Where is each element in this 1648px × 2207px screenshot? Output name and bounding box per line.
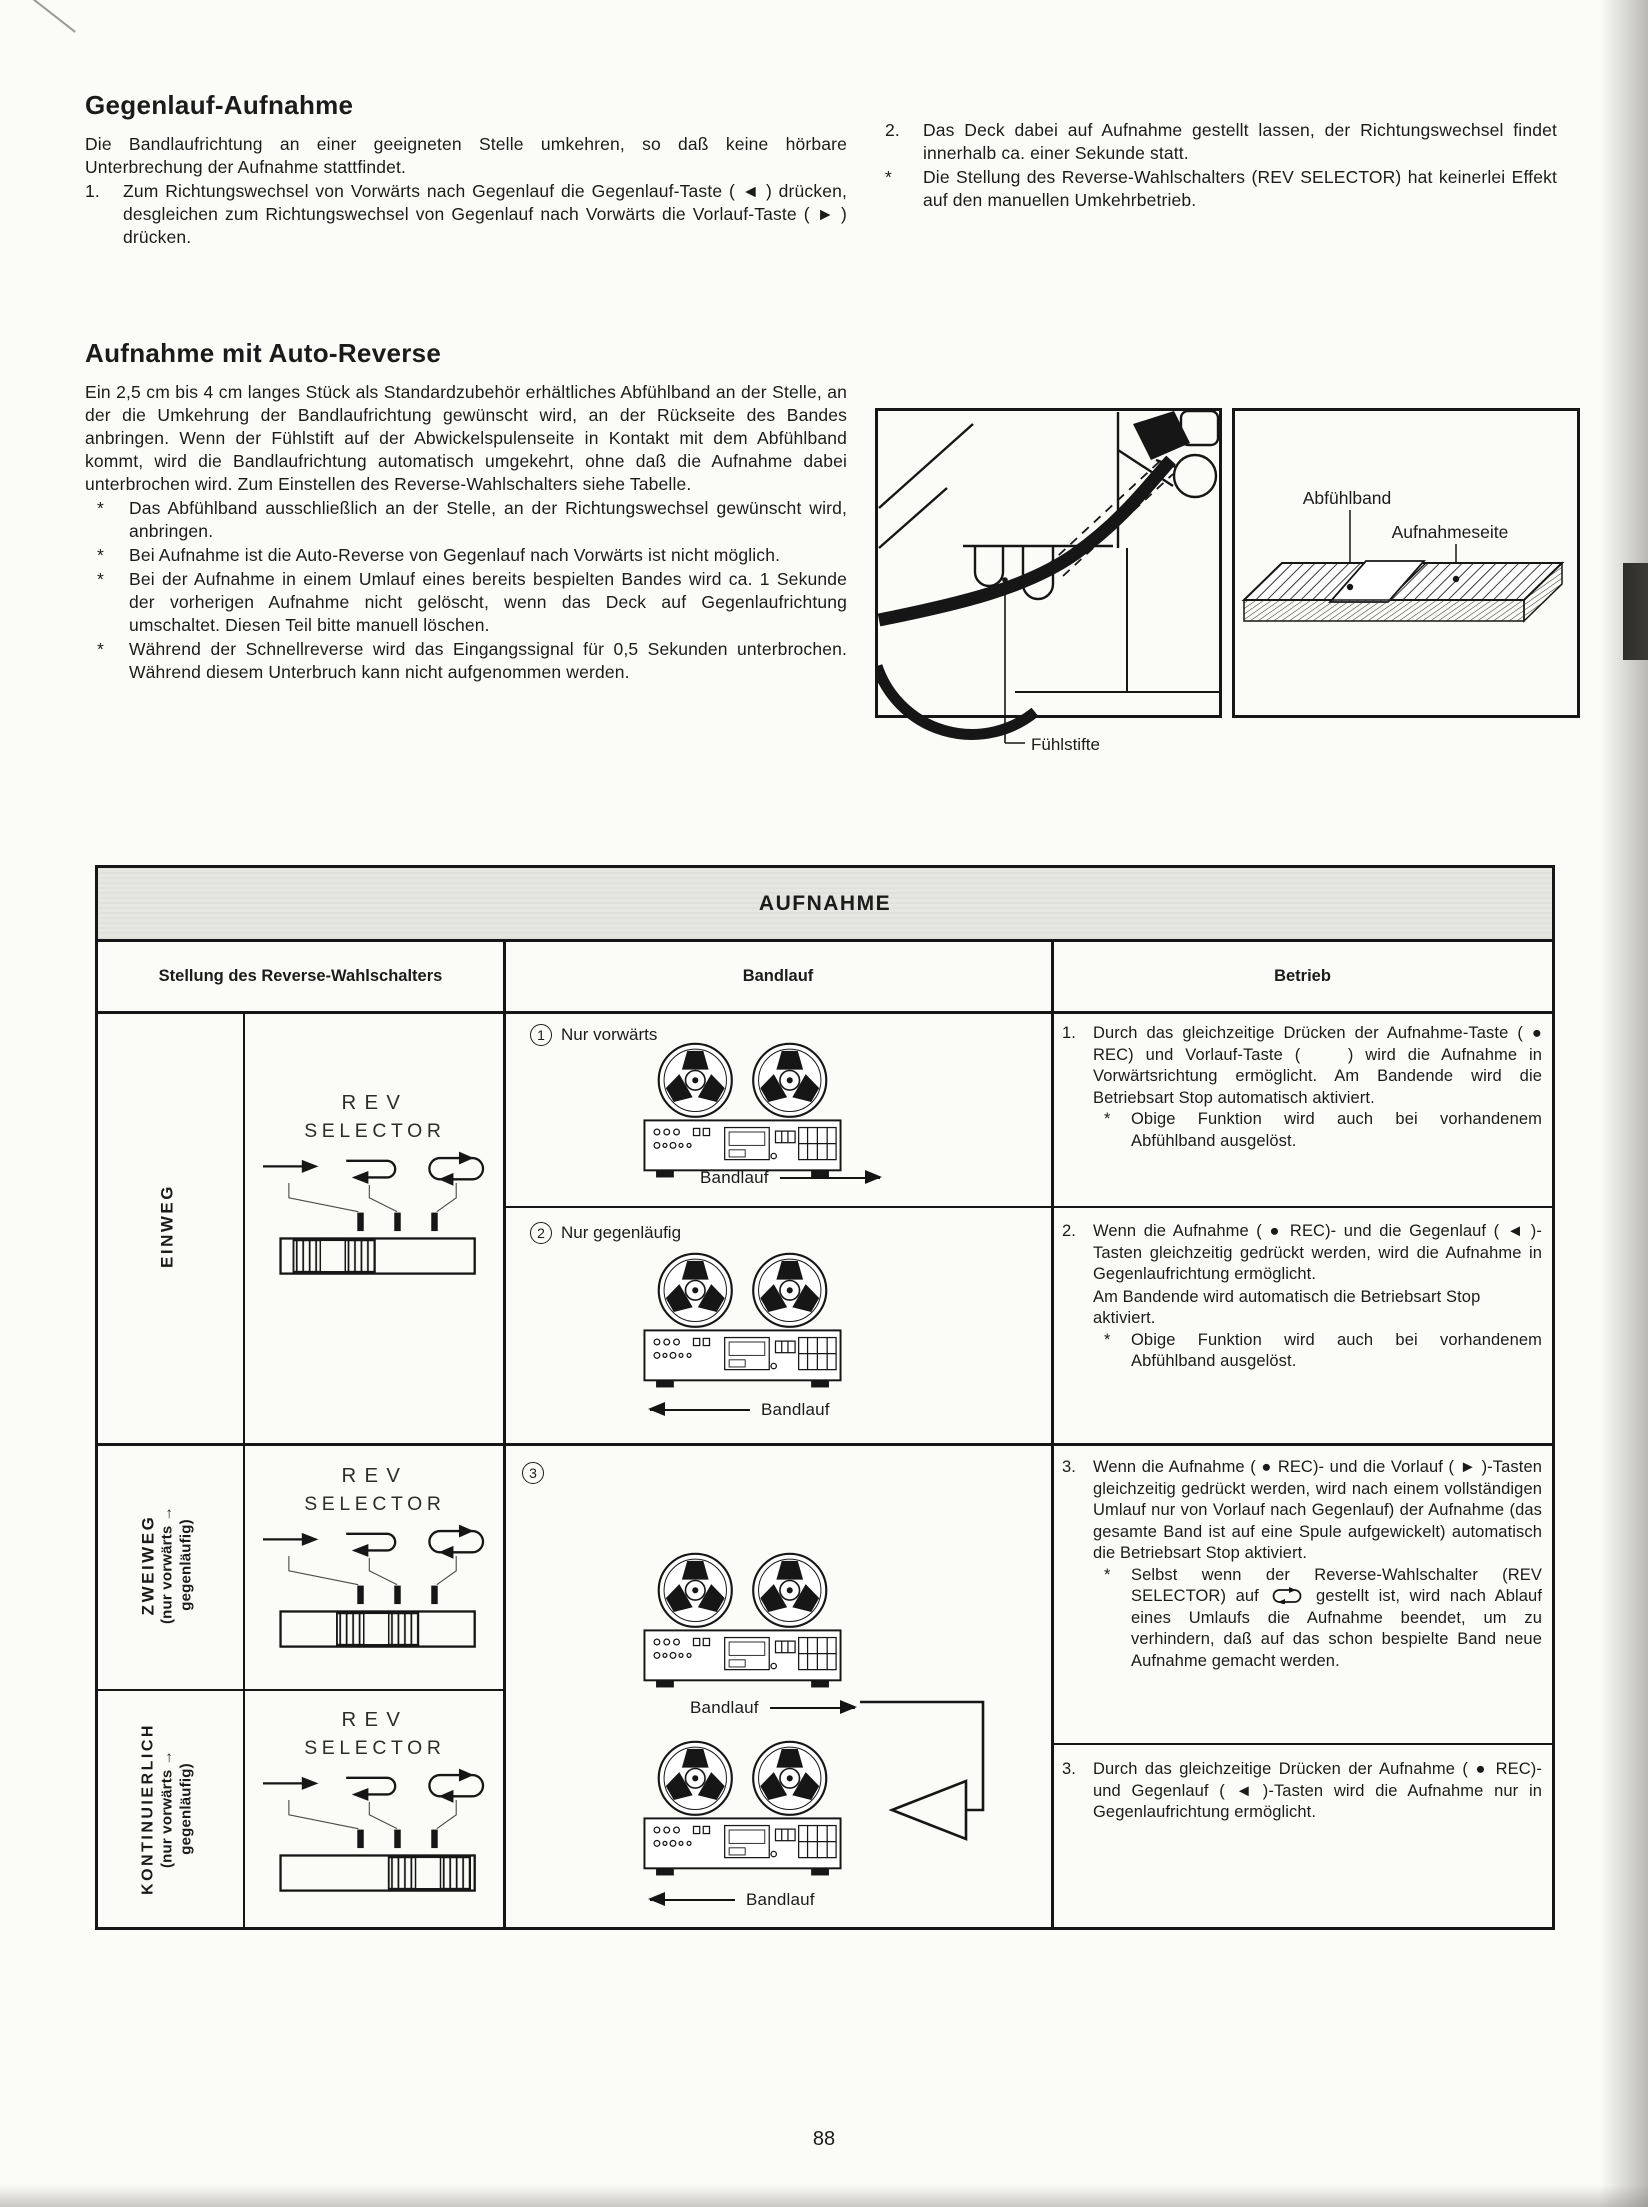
note-text: Obige Funktion wird auch bei vorhandenem Abfühlband ausgelöst. <box>1131 1330 1542 1370</box>
item-text: Wenn die Aufnahme ( ● REC)- und die Vorlauf ( ► )-Tasten gleichzeitig gedrückt werden, wird nach einem vollständigen Umlauf nur von Vorlauf nach Gegenlauf) der Aufnahme (das gesamte Band ist auf eine Spule aufgewickelt) automatisch die Betriebsart Stop aktiviert. <box>1093 1458 1542 1562</box>
note-marker: * <box>885 167 892 187</box>
note-text: Die Stellung des Reverse-Wahlschalters (REV SELECTOR) hat keinerlei Effekt auf den manuellen Umkehrbetrieb. <box>923 167 1557 210</box>
left-arrow-icon <box>650 1409 750 1411</box>
col-header-bandlauf: Bandlauf <box>742 966 814 985</box>
item-number: 1. <box>1062 1024 1076 1042</box>
list-item-number: 1. <box>85 181 100 201</box>
list-item-text: Das Deck dabei auf Aufnahme gestellt lassen, der Richtungswechsel findet innerhalb ca. einer Sekunde statt. <box>923 120 1557 163</box>
deck-illustration-forward <box>640 1040 845 1183</box>
section-intro: Die Bandlaufrichtung an einer geeigneten Stelle umkehren, so daß keine hörbare Unterbrechung der Aufnahme stattfindet. <box>85 134 847 177</box>
page-number: 88 <box>812 2128 836 2150</box>
section-intro: Ein 2,5 cm bis 4 cm langes Stück als Standardzubehör erhältliches Abfühlband an der Stelle, an der die Umkehrung der Bandlaufrichtung gewünscht wird, an der Rückseite des Bandes anbringen. Wenn der Fühlstift auf der Abwickelspulenseite in Kontakt mit dem Abfühlband kommt, wird die Bandlaufrichtung automatisch umgekehrt, ohne daß die Aufnahme dabei unterbrochen wird. Zum Einstellen des Reverse-Wahlschalters siehe Tabelle. <box>85 382 847 494</box>
bandlauf-cell3-caption <box>522 1462 544 1484</box>
note-marker: * <box>1104 1565 1111 1584</box>
betrieb-cell-3 <box>1062 1456 1542 1672</box>
sensing-pin-left <box>975 546 1003 586</box>
bullet-item <box>85 638 847 684</box>
scan-right-edge <box>1600 0 1648 2207</box>
table-title: AUFNAHME <box>758 891 892 915</box>
rev-selector-diagram-einweg <box>248 1085 498 1281</box>
bullet-marker: * <box>97 545 104 565</box>
mode-label-zweiweg: ZWEIWEG (nur vorwärts → gegenläufig) <box>138 1505 195 1625</box>
section-title: Gegenlauf-Aufnahme <box>85 90 354 120</box>
bullet-marker: * <box>97 569 104 589</box>
betrieb-cell-1 <box>1062 1022 1542 1152</box>
left-arrow-icon <box>650 1899 735 1901</box>
list-item <box>885 119 1557 165</box>
col-header-betrieb: Betrieb <box>1274 966 1331 985</box>
note-marker: * <box>1104 1330 1111 1349</box>
circled-number: 2 <box>530 1222 552 1244</box>
right-arrow-icon <box>770 1707 855 1709</box>
figure-deck-mechanism <box>875 408 1222 758</box>
betrieb-cell-4 <box>1062 1758 1542 1824</box>
bullet-item <box>85 497 847 543</box>
col-header-stellung: Stellung des Reverse-Wahlschalters <box>158 966 443 985</box>
item-text: Durch das gleichzeitige Drücken der Aufnahme ( ● REC)- und Gegenlauf ( ◄ )-Tasten wird die Aufnahme nur in Gegenlaufrichtung ermöglicht. <box>1093 1760 1542 1821</box>
table-title-row <box>98 868 1552 939</box>
bullet-marker: * <box>97 639 104 659</box>
note-item <box>885 166 1557 212</box>
scan-corner-artifact <box>31 0 76 33</box>
circled-number: 3 <box>522 1462 544 1484</box>
note-text: Selbst wenn der Reverse-Wahlschalter (REV SELECTOR) auf gestellt ist, wird nach Ablauf eines Umlaufs die Aufnahme beendet, um zu verhindern, daß auf das schon bespielte Band neue Aufnahme gemacht werden. <box>1131 1565 1543 1670</box>
circled-number: 1 <box>530 1024 552 1046</box>
item-text: Durch das gleichzeitige Drücken der Aufnahme-Taste ( ● REC) und Vorlauf-Taste ( ) wird die Aufnahme in Vorwärtsrichtung ermöglicht. Am Bandende wird die Betriebsart Stop automatisch aktiviert. <box>1093 1024 1542 1107</box>
reel-rim <box>877 666 1035 734</box>
fuehlstifte-label: Fühlstifte <box>1031 735 1100 754</box>
item-number: 3. <box>1062 1760 1076 1778</box>
deck-illustration-zweiweg-forward <box>640 1550 845 1693</box>
bullet-text: Während der Schnellreverse wird das Eingangssignal für 0,5 Sekunden unterbrochen. Während diesem Unterbruch kann nicht aufgenommen werden. <box>129 639 847 682</box>
item-number: 2. <box>1062 1222 1076 1240</box>
list-item-number: 2. <box>885 120 900 140</box>
tape-strip-drawing <box>1244 561 1562 621</box>
figure-sensing-foil <box>1232 408 1580 718</box>
list-item <box>85 180 847 249</box>
bandlauf-cell2-caption: 2 Nur gegenläufig <box>530 1222 681 1244</box>
bandlauf-direction-zweiweg-reverse: Bandlauf <box>650 1890 815 1910</box>
scan-bottom-edge <box>0 2185 1648 2207</box>
reverse-loop-arrow <box>858 1688 1028 1863</box>
item-text: Wenn die Aufnahme ( ● REC)- und die Gegenlauf ( ◄ )-Tasten gleichzeitig gedrückt werden, wird die Aufnahme in Gegenlaufrichtung ermöglicht. <box>1093 1222 1542 1283</box>
bullet-marker: * <box>97 498 104 518</box>
bullet-text: Bei der Aufnahme in einem Umlauf eines bereits bespielten Bandes wird ca. 1 Sekunde der vorherigen Aufnahme nicht gelöscht, wenn das Deck auf Gegenlaufrichtung umschaltet. Diesen Teil bitte manuell löschen. <box>129 569 847 635</box>
bullet-text: Das Abfühlband ausschließlich an der Stelle, an der Richtungswechsel gewünscht wird, anbringen. <box>129 498 847 541</box>
continuous-loop-icon <box>1272 1587 1302 1604</box>
note-text: Obige Funktion wird auch bei vorhandenem Abfühlband ausgelöst. <box>1131 1110 1542 1150</box>
section-gegenlauf-right <box>885 118 1557 212</box>
bandlauf-direction-zweiweg-forward: Bandlauf <box>690 1698 855 1718</box>
bandlauf-cell1-caption: 1 Nur vorwärts <box>530 1024 657 1046</box>
bullet-text: Bei Aufnahme ist die Auto-Reverse von Gegenlauf nach Vorwärts ist nicht möglich. <box>129 545 781 565</box>
list-item-text: Zum Richtungswechsel von Vorwärts nach Gegenlauf die Gegenlauf-Taste ( ◄ ) drücken, desgleichen zum Richtungswechsel von Gegenlauf nach Vorwärts die Vorlauf-Taste ( ► ) drücken. <box>123 181 847 247</box>
bandlauf-direction-forward: Bandlauf <box>700 1168 880 1188</box>
rev-selector-diagram-kontinuierlich <box>248 1702 498 1898</box>
section-gegenlauf-left <box>85 90 847 249</box>
deck-illustration-zweiweg-reverse <box>640 1738 845 1881</box>
rev-selector-diagram-zweiweg <box>248 1458 498 1654</box>
bullet-item <box>85 568 847 637</box>
item-number: 3. <box>1062 1458 1076 1476</box>
mode-label-kontinuierlich: KONTINUIERLICH (nur vorwärts → gegenläufig) <box>139 1723 195 1895</box>
right-arrow-icon <box>780 1177 880 1179</box>
note-marker: * <box>1104 1110 1111 1128</box>
abfuehlband-label: Abfühlband <box>1302 488 1392 508</box>
section-title: Aufnahme mit Auto-Reverse <box>85 338 442 368</box>
aufnahmeseite-label: Aufnahmeseite <box>1391 522 1509 542</box>
deck-illustration-reverse <box>640 1250 845 1393</box>
item-text2: Am Bandende wird automatisch die Betriebsart Stop aktiviert. <box>1093 1287 1481 1327</box>
bullet-item <box>85 544 847 567</box>
mode-label-einweg: EINWEG <box>157 1184 177 1268</box>
bandlauf-direction-reverse: Bandlauf <box>650 1400 830 1420</box>
betrieb-cell-2 <box>1062 1220 1542 1373</box>
section-autoreverse <box>85 338 847 684</box>
